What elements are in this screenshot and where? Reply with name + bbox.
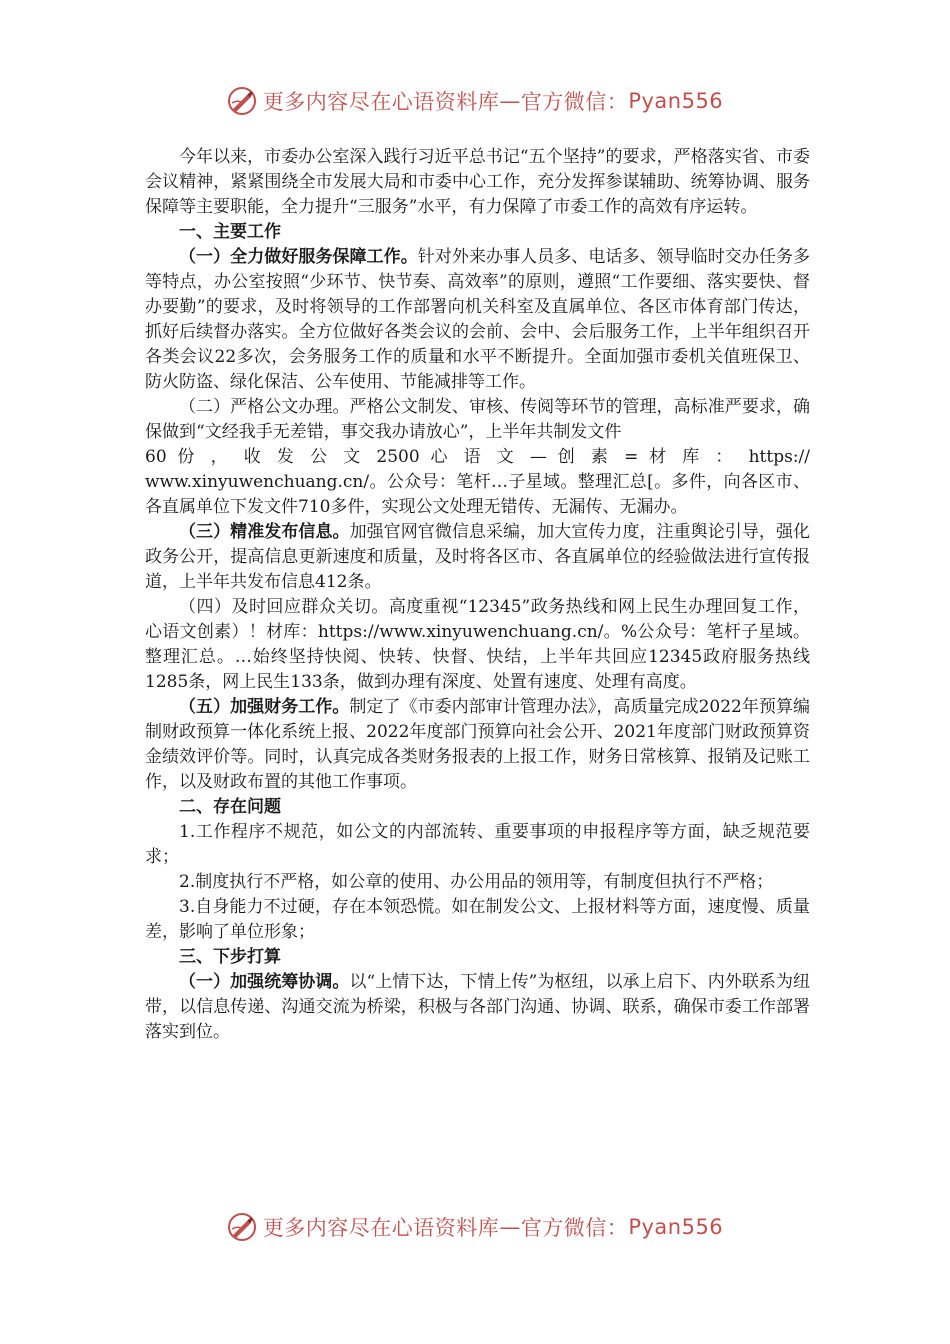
document-body [145, 145, 810, 1045]
paragraph-lead: （三）精准发布信息。 [179, 522, 350, 542]
watermark-wechat-id: Pyan556 [628, 89, 724, 113]
paragraph-text: （二）严格公文办理。严格公文制发、审核、传阅等环节的管理，高标准严要求，确保做到“文经我手无差错，事交我办请放心”，上半年共制发文件 [145, 397, 810, 442]
watermark-brand: 更多内容尽在心语资料库 [262, 1216, 500, 1240]
watermark-dash: — [499, 89, 521, 113]
paragraph-text: www.xinyuwenchuang.cn/。公众号：笔杆…子星域。整理汇总[。多件，向各区市、各直属单位下发文件710多件，实现公文处理无错传、无漏传、无漏办。 [145, 472, 810, 517]
paragraph-coordination [145, 970, 810, 1045]
header-watermark [0, 86, 950, 116]
paragraph-text: 针对外来办事人员多、电话多、领导临时交办任务多等特点，办公室按照“少环节、快节奏、高效率”的原则，遵照“工作要细、落实要快、督办要勤”的要求，及时将领导的工作部署向机关科室及直属单位、各区市体育部门传达，抓好后续督办落实。全方位做好各类会议的会前、会中、会后服务工作，上半年组织召开各类会议22多次，会务服务工作的质量和水平不断提升。全面加强市委机关值班保卫、防火防盗、绿化保洁、公车使用、节能减排等工作。 [145, 247, 811, 392]
paragraph-text: 加强官网官微信息采编，加大宣传力度，注重舆论引导，强化政务公开，提高信息更新速度和质量，及时将各区市、各直属单位的经验做法进行宣传报道，上半年共发布信息412条。 [145, 522, 811, 592]
section-heading-main-work: 一、主要工作 [179, 222, 281, 242]
watermark-wechat-id: Pyan556 [628, 1215, 724, 1239]
problem-item: 2.制度执行不严格，如公章的使用、办公用品的领用等，有制度但执行不严格； [179, 872, 774, 892]
watermark-wechat-label: 官方微信： [520, 1216, 629, 1240]
problem-item: 3.自身能力不过硬，存在本领恐慌。如在制发公文、上报材料等方面，速度慢、质量差，影响了单位形象； [145, 897, 810, 942]
paragraph-document-handling [145, 395, 810, 520]
paragraph-text: 以“上情下达，下情上传”为枢纽，以承上启下、内外联系为纽带，以信息传递、沟通交流为桥梁，积极与各部门沟通、协调、联系，确保市委工作部署落实到位。 [145, 972, 810, 1042]
watermark-dash: — [499, 1215, 521, 1239]
paragraph-service-support [145, 245, 810, 395]
problem-item: 1.工作程序不规范，如公文的内部流转、重要事项的申报程序等方面，缺乏规范要求； [145, 822, 810, 867]
paragraph-lead: （一）加强统筹协调。 [179, 972, 350, 992]
intro-paragraph: 今年以来，市委办公室深入践行习近平总书记“五个坚持”的要求，严格落实省、市委会议精神，紧紧围绕全市发展大局和市委中心工作，充分发挥参谋辅助、统筹协调、服务保障等主要职能，全力提升“三服务”水平，有力保障了市委工作的高效有序运转。 [145, 147, 810, 217]
footer-watermark [0, 1212, 950, 1242]
paragraph-text: 制定了《市委内部审计管理办法》，高质量完成2022年预算编制财政预算一体化系统上报、2022年度部门预算向社会公开、2021年度部门财政预算资金绩效评价等。同时，认真完成各类财务报表的上报工作，财务日常核算、报销及记账工作，以及财政布置的其他工作事项。 [145, 697, 811, 792]
paragraph-finance [145, 695, 810, 795]
paragraph-lead: （一）全力做好服务保障工作。 [179, 247, 418, 267]
pen-logo-icon [227, 1212, 257, 1242]
paragraph-text: 60 份 ， 收 发 公 文 2500 心 语 文 — 创 素 = 材 库 ： https:// [145, 447, 810, 467]
watermark-brand: 更多内容尽在心语资料库 [262, 90, 500, 114]
paragraph-public-response: （四）及时回应群众关切。高度重视“12345”政务热线和网上民生办理回复工作，心语文创素）！材库：https://www.xinyuwenchuang.cn/。%公众号：笔杆子星域。整理汇总。…始终坚持快阅、快转、快督、快结，上半年共回应12345政府服务热线1285条，网上民生133条，做到办理有深度、处置有速度、处理有高度。 [145, 597, 810, 692]
section-heading-problems: 二、存在问题 [179, 797, 281, 817]
section-heading-next-steps: 三、下步打算 [179, 947, 281, 967]
watermark-wechat-label: 官方微信： [520, 90, 629, 114]
pen-logo-icon [227, 86, 257, 116]
paragraph-lead: （五）加强财务工作。 [179, 697, 350, 717]
paragraph-info-release [145, 520, 810, 595]
